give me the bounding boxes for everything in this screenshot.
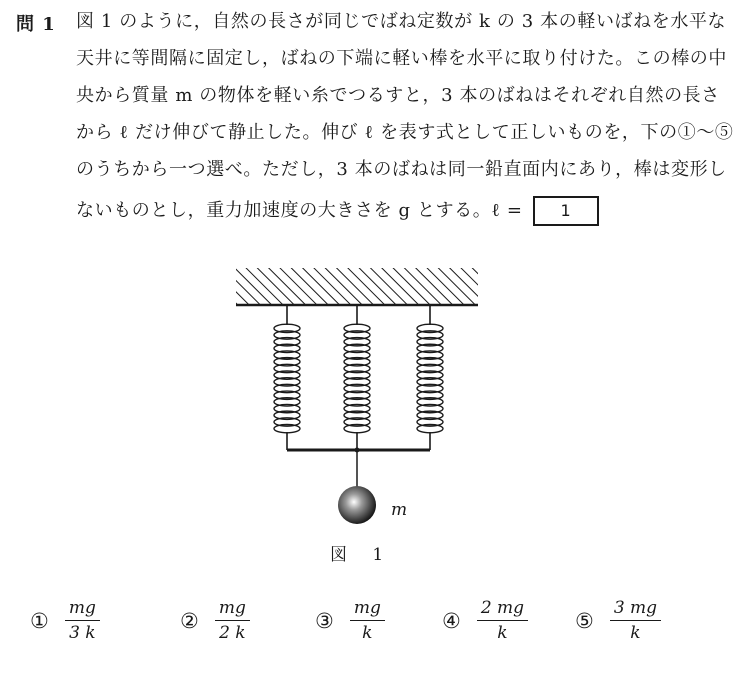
denominator: k [497, 623, 508, 643]
question-line-5: のうちから一つ選べ。ただし，3 本のばねは同一鉛直面内にあり，棒は変形し [76, 159, 727, 180]
choice-1[interactable] [30, 598, 100, 643]
numerator: 3 mg [610, 598, 661, 621]
question-line-4: から ℓ だけ伸びて静止した。伸び ℓ を表す式として正しいものを，下の①～⑤ [76, 122, 734, 143]
denominator: 3 k [69, 623, 96, 643]
spring-right [417, 305, 443, 450]
question-line-6: ないものとし，重力加速度の大きさを g とする。ℓ = [76, 200, 523, 221]
choice-number: ⑤ [575, 608, 594, 633]
denominator: k [630, 623, 641, 643]
question-line-2: 天井に等間隔に固定し，ばねの下端に軽い棒を水平に取り付けた。この棒の中 [76, 48, 727, 69]
choice-number: ③ [315, 608, 334, 633]
question-line-1: 図 1 のように，自然の長さが同じでばね定数が k の 3 本の軽いばねを水平な [76, 11, 727, 32]
choice-number: ④ [442, 608, 461, 633]
choices [30, 598, 730, 668]
question-label: 問 1 [16, 14, 56, 35]
fraction [215, 598, 250, 643]
fraction [477, 598, 528, 643]
choice-4[interactable] [442, 598, 528, 643]
ceiling-hatch [236, 268, 478, 305]
numerator: mg [65, 598, 100, 621]
choice-2[interactable] [180, 598, 250, 643]
choice-number: ② [180, 608, 199, 633]
mass-ball [338, 486, 376, 524]
denominator: 2 k [219, 623, 246, 643]
choice-5[interactable] [575, 598, 661, 643]
answer-box: 1 [533, 196, 599, 226]
spring-left [274, 305, 300, 450]
mass-label: m [391, 500, 408, 520]
numerator: 2 mg [477, 598, 528, 621]
choice-3[interactable] [315, 598, 385, 643]
numerator: mg [350, 598, 385, 621]
spring-center [344, 305, 370, 450]
fraction [350, 598, 385, 643]
choice-number: ① [30, 608, 49, 633]
denominator: k [362, 623, 373, 643]
fraction [610, 598, 661, 643]
fraction [65, 598, 100, 643]
figure-caption: 図 1 [330, 545, 394, 565]
question-line-3: 央から質量 m の物体を軽い糸でつるすと，3 本のばねはそれぞれ自然の長さ [76, 85, 720, 106]
numerator: mg [215, 598, 250, 621]
